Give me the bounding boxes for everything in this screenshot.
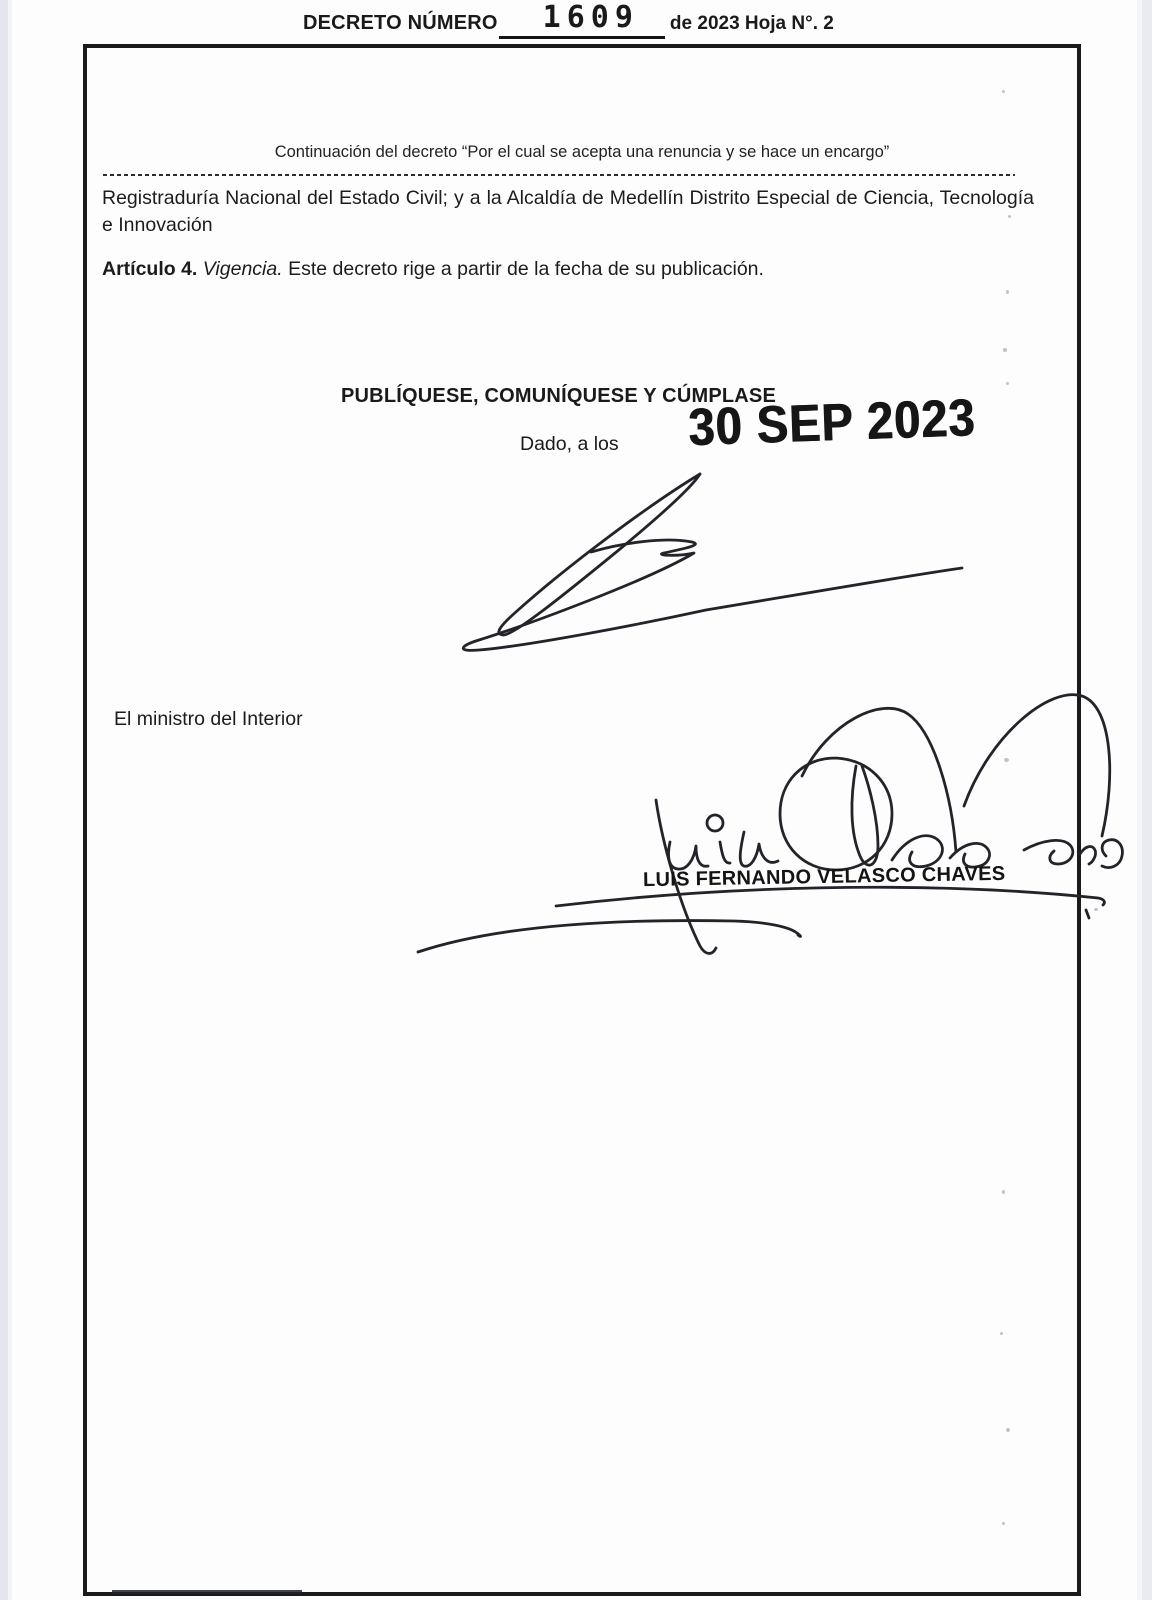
scan-speck [1006,1428,1010,1432]
article-label: Artículo 4. [102,258,198,280]
scan-smudge-bottom [112,1590,302,1594]
document-frame [83,44,1081,1596]
scan-speck [1008,215,1011,218]
scan-speck [1006,290,1009,294]
minister-title: El ministro del Interior [114,708,303,730]
minister-name: LUIS FERNANDO VELASCO CHAVES [642,862,1006,892]
scan-edge-right-soft [1137,0,1142,1600]
signature-stroke-middle [429,448,969,658]
decree-number-label: DECRETO NÚMERO [303,12,498,34]
scan-edge-right [1142,0,1152,1600]
signature-minister [404,674,1124,974]
scan-speck [1004,758,1009,762]
scan-speck [1002,1190,1005,1194]
scan-speck [1006,382,1009,385]
scan-speck [1094,908,1098,911]
scan-speck [1002,1522,1005,1525]
decree-number-underline [499,0,665,39]
dado-a-los-line: Dado, a los [520,433,619,455]
decree-year-page: de 2023 Hoja N°. 2 [669,13,834,34]
article-4-line [102,258,1034,281]
dashed-divider [103,174,1015,176]
article-term: Vigencia. [202,258,283,280]
date-stamp: 30 SEP 2023 [687,387,977,457]
scan-speck [1002,90,1005,93]
order-line: PUBLÍQUESE, COMUNÍQUESE Y CÚMPLASE [341,385,777,407]
article-text: Este decreto rige a partir de la fecha de su publicación. [288,258,764,280]
scan-speck [1003,348,1007,352]
scan-edge-left [0,0,8,1600]
scan-speck [1000,1332,1003,1335]
decree-number-value: 1609 [542,0,639,35]
body-paragraph: Registraduría Nacional del Estado Civil; y a la Alcaldía de Medellín Distrito Especial de Ciencia, Tecnología e Innovación [102,187,1034,236]
continuation-line: Continuación del decreto “Por el cual se acepta una renuncia y se hace un encargo” [274,143,890,161]
decree-header [303,0,834,39]
scan-edge-left-soft [8,0,12,1600]
